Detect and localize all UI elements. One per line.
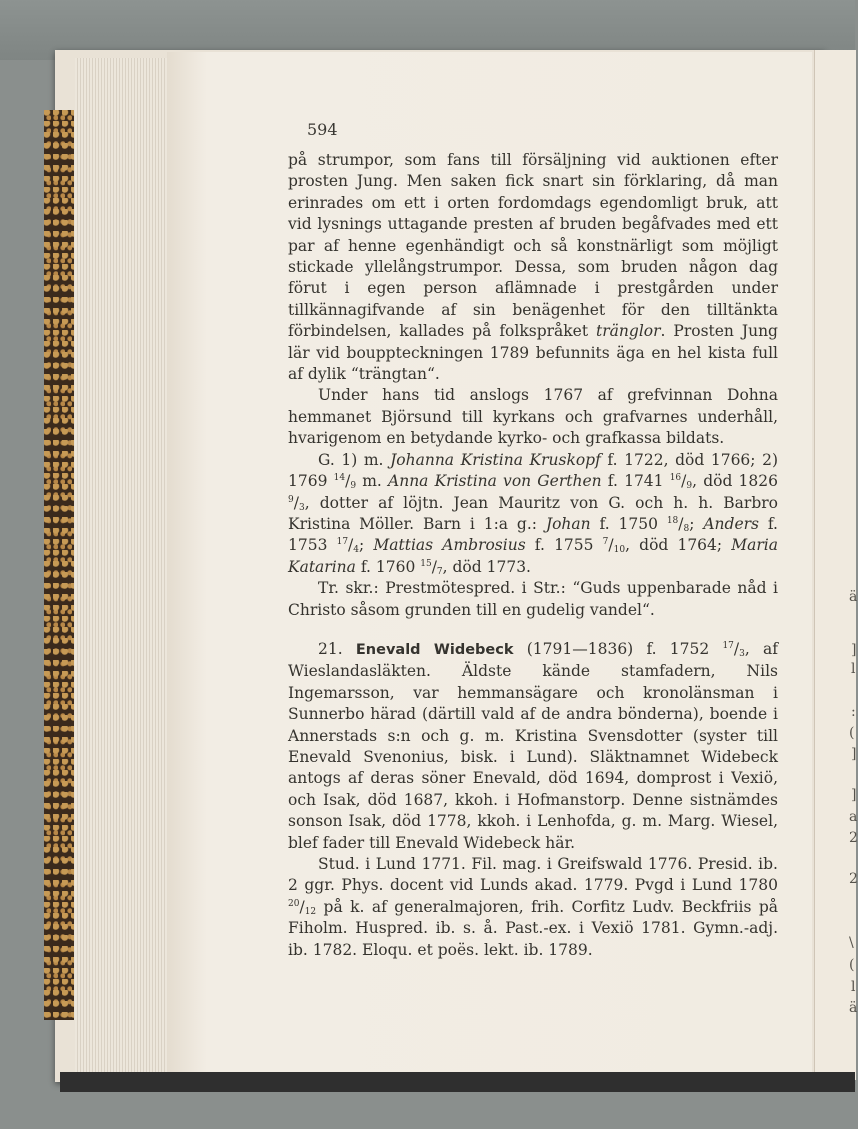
person-name: Anders — [703, 514, 759, 533]
paragraph: Stud. i Lund 1771. Fil. mag. i Greifswald 1776. Presid. ib. 2 ggr. Phys. docent vid Lunds akad. 1779. Pvgd i Lund 1780 $^{20}/_{12}$ på k. af generalmajoren, frih. Corfitz Ludv. Beckfriis på Fiholm. Huspred. ib. s. å. Past.-ex. i Vexiö 1781. Gymn.-adj. ib. 1782. Eloqu. et poës. lekt. ib. 1789. — [288, 855, 778, 959]
day-fraction: 18 — [666, 515, 679, 526]
bleed-char: ä — [849, 1000, 858, 1016]
paragraph — [288, 150, 778, 385]
person-name: Johan — [545, 514, 591, 533]
month-fraction: 4 — [353, 545, 360, 556]
text-run: , död 1826 — [692, 472, 779, 491]
day-fraction: 7 — [602, 537, 609, 548]
facing-page-edge — [814, 50, 856, 1080]
text-run: , dotter af löjtn. Jean Mauritz von G. och h. h. Barbro Kristina Möller. Barn i 1:a g.: — [288, 493, 778, 533]
bleed-char: l — [851, 979, 856, 995]
text-run: f. 1755 — [525, 536, 603, 555]
text-run: Stud. i Lund 1771. Fil. mag. i Greifswald 1776. Presid. ib. 2 ggr. Phys. docent vid Lunds akad. 1779. Pvgd i Lund 1780 — [288, 855, 778, 895]
text-run: . Prosten Jung lär vid bouppteckningen 1789 befunnits äga en hel kista full af dylik “trängtan“. — [288, 322, 778, 384]
day-fraction: 15 — [420, 558, 432, 569]
text-run: , af Wieslandasläkten. Äldste kände stamfadern, Nils Ingemarsson, var hemmansägare och kronolänsman i Sunnerbo härad (därtill vald af de andra bönderna), boende i Annerstads s:n och g. m. Kristina Svensdotter (syster till Enevald Svenonius, bisk. i Lund). Släktnamnet Widebeck antogs af deras söner Enevald, död 1694, domprost i Vexiö, och Isak, död 1687, kkoh. i Hofmanstorp. Denne sistnämdes sonson Isak, död 1778, kkoh. i Lenhofda, g. m. Marg. Wiesel, blef fader till Enevald Widebeck här. — [288, 639, 778, 852]
text-run: , död 1773. — [442, 557, 531, 576]
text-run: f. 1750 — [590, 514, 667, 533]
page-body — [288, 150, 778, 961]
month-fraction: 7 — [436, 566, 443, 577]
bleed-char: ] — [851, 746, 857, 762]
bleed-char: ä — [849, 589, 858, 605]
marbled-cover-edge — [44, 110, 74, 1020]
bleed-char: l — [851, 661, 856, 677]
person-name: Anna Kristina von Gerthen — [388, 472, 602, 491]
month-fraction: 8 — [683, 523, 690, 534]
text-run: f. 1753 — [288, 514, 778, 555]
entry-number: 21. — [318, 639, 343, 658]
day-fraction: 20 — [288, 898, 300, 909]
entry-21: 21. Enevald Widebeck (1791—1836) f. 1752 $^{17}/_3$, af Wieslandasläkten. Äldste kände stamfadern, Nils Ingemarsson, var hemmansägare och kronolänsman i Sunnerbo härad (därtill vald af de andra bönderna), boende i Annerstads s:n och g. m. Kristina Svensdotter (syster till Enevald Svenonius, bisk. i Lund). Släktnamnet Widebeck antogs af deras söner Enevald, död 1694, domprost i Vexiö, och Isak, död 1687, kkoh. i Hofmanstorp. Denne sistnämdes sonson Isak, död 1778, kkoh. i Lenhofda, g. m. Marg. Wiesel, blef fader till Enevald Widebeck här. — [288, 639, 778, 852]
text-run: f. 1741 — [601, 472, 670, 491]
bleed-char: : — [851, 704, 856, 720]
month-fraction: 9 — [350, 481, 357, 492]
text-run: på k. af generalmajoren, frih. Corfitz Ludv. Beckfriis på Fiholm. Huspred. ib. s. å. Past.-ex. i Vexiö 1781. Gymn.-adj. ib. 1782. Eloqu. et poës. lekt. ib. 1789. — [288, 897, 778, 959]
text-run: G. 1) m. — [318, 450, 391, 469]
day-fraction: 16 — [669, 473, 682, 484]
page-stack-edges — [75, 58, 168, 1078]
text-run: , död 1764; — [625, 536, 732, 555]
month-fraction: 9 — [686, 481, 693, 492]
entry-name: Enevald Widebeck — [355, 641, 514, 658]
month-fraction: 12 — [304, 906, 317, 917]
day-fraction: 9 — [288, 494, 294, 505]
person-name: Maria Katarina — [288, 536, 779, 576]
text-run: ; — [689, 514, 704, 533]
person-name: Mattias Ambrosius — [373, 536, 526, 555]
bleed-char: 2 — [849, 871, 858, 887]
text-run: (1791—1836) f. 1752 — [513, 639, 723, 658]
bleed-char: ] — [851, 787, 857, 803]
month-fraction: 3 — [298, 502, 305, 513]
day-fraction: 17 — [722, 640, 734, 651]
bleed-char: ( — [849, 957, 855, 973]
day-fraction: 14 — [333, 473, 346, 484]
bleed-char: ] — [851, 642, 857, 658]
bleed-char: \ — [849, 935, 854, 951]
text-run: m. — [356, 472, 389, 491]
month-fraction: 3 — [739, 648, 745, 659]
bleed-char: 2 — [849, 830, 858, 846]
text-run: på strumpor, som fans till försäljning vid auktionen efter prosten Jung. Men saken fick snart sin förklaring, då man erinrades om ett i orten fordomdags egendomligt bruk, att vid lysnings uttagande presten af bruden begåfvades med ett par af henne egenhändigt och så konstnärligt som möjligt stickade yllelångstrumpor. Dessa, som bruden någon dag förut i egen person aflämnade i prestgården under tillkännagifvande af sin benägenhet för den tilltänkta förbindelsen, kallades på folkspråket — [288, 151, 778, 341]
text-run: ; — [359, 536, 374, 555]
paragraph: Under hans tid anslogs 1767 af grefvinnan Dohna hemmanet Björsund till kyrkans och grafvarnes underhåll, hvarigenom en betydande kyrko- och grafkassa bildats. — [288, 386, 778, 448]
bleed-char: a — [849, 809, 858, 825]
book-cover-bottom — [60, 1072, 855, 1092]
text-run: f. 1722, död 1766; 2) 1769 — [288, 450, 779, 491]
family-paragraph: G. 1) m. Johanna Kristina Kruskopf f. 1722, död 1766; 2) 1769 $^{14}/_9$ m. Anna Kristina von Gerthen f. 1741 $^{16}/_9$, död 1826 $^9/_3$, dotter af löjtn. Jean Mauritz von G. och h. h. Barbro Kristina Möller. Barn i 1:a g.: Johan f. 1750 $^{18}/_8$; Anders f. 1753 $^{17}/_4$; Mattias Ambrosius f. 1755 $^7/_{10}$, död 1764; Maria Katarina f. 1760 $^{15}/_7$, död 1773. — [288, 450, 779, 577]
person-name: Johanna Kristina Kruskopf — [390, 450, 601, 469]
italic-term: tränglor — [596, 322, 661, 341]
day-fraction: 17 — [336, 537, 349, 548]
text-run: f. 1760 — [355, 557, 421, 576]
paragraph: Tr. skr.: Prestmötespred. i Str.: “Guds uppenbarade nåd i Christo såsom grunden till en gudelig vandel“. — [288, 579, 778, 619]
bleed-char: ( — [849, 725, 855, 741]
month-fraction: 10 — [613, 545, 626, 556]
page-number: 594 — [307, 120, 338, 139]
